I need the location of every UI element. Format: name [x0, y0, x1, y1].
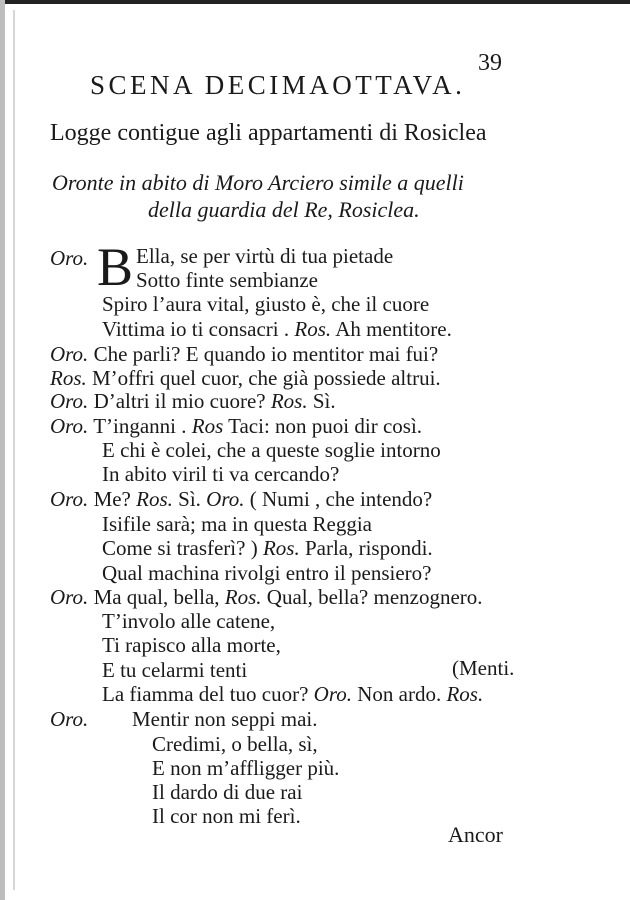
verse-line — [50, 707, 88, 732]
verse-text: Qual machina rivolgi entro il pensiero? — [102, 561, 432, 585]
verse-line — [152, 732, 318, 757]
verse-line — [152, 804, 301, 829]
verse-line — [102, 536, 433, 561]
verse-text: Il dardo di due rai — [152, 780, 303, 804]
verse-text: Qual, bella? menzognero. — [266, 585, 483, 609]
verse-line — [50, 366, 441, 391]
verse-line — [152, 780, 302, 805]
verse-text: Mentir non seppi mai. — [132, 707, 318, 731]
speaker-label: Oro. — [50, 585, 89, 609]
verse-line — [102, 658, 247, 683]
verse-line — [50, 414, 422, 439]
verse-text: T’involo alle catene, — [102, 609, 276, 633]
catchword: Ancor — [448, 822, 503, 847]
verse-text: Sì. — [178, 487, 201, 511]
verse-text: ( Numi , che intendo? — [249, 487, 433, 511]
verse-line — [452, 656, 514, 681]
verse-text: M’offri quel cuor, che già possiede altrui. — [92, 366, 441, 390]
verse-text: D’altri il mio cuore? — [93, 389, 266, 413]
verse-line — [136, 244, 393, 269]
verse-line — [102, 462, 339, 487]
verse-text: Ah mentitore. — [335, 317, 452, 341]
speaker-label: Ros. — [294, 317, 332, 341]
page-binding-edge — [0, 0, 5, 900]
verse-text: Come si trasferì? ) — [102, 536, 258, 560]
drop-cap: B — [97, 237, 134, 297]
stage-direction-line-2: della guardia del Re, Rosiclea. — [148, 197, 420, 222]
verse-text: T’inganni . — [93, 414, 187, 438]
verse-text: Ma qual, bella, — [93, 585, 220, 609]
verse-text: Ti rapisco alla morte, — [102, 633, 281, 657]
verse-text: E non m’affligger più. — [152, 756, 340, 780]
page-number: 39 — [478, 50, 502, 76]
speaker-label: Oro. — [50, 342, 89, 366]
speaker-label: Ros. — [50, 366, 87, 390]
verse-line — [136, 268, 318, 293]
page-top-border — [0, 0, 630, 4]
speaker-label: Oro. — [206, 487, 245, 511]
verse-line — [102, 512, 372, 537]
verse-line — [102, 561, 431, 586]
verse-text: Spiro l’aura vital, giusto è, che il cuore — [102, 292, 430, 316]
verse-line — [132, 707, 317, 732]
verse-text: E tu celarmi tenti — [102, 658, 248, 682]
verse-text: Parla, rispondi. — [304, 536, 433, 560]
scene-title: SCENA DECIMAOTTAVA. — [90, 70, 466, 100]
verse-text: Isifile sarà; ma in questa Reggia — [102, 512, 372, 536]
page-binding-shadow — [13, 10, 15, 890]
verse-text: Non ardo. — [357, 682, 442, 706]
speaker-label: Ros. — [446, 682, 484, 706]
verse-text: (Menti. — [452, 656, 515, 680]
speaker-label: Ros. — [270, 389, 308, 413]
verse-text: Vittima io ti consacri . — [102, 317, 290, 341]
verse-text: La fiamma del tuo cuor? — [102, 682, 309, 706]
speaker-label: Oro. — [50, 246, 89, 270]
verse-line — [102, 682, 483, 707]
verse-line — [102, 292, 429, 317]
verse-line — [102, 438, 441, 463]
verse-text: Me? — [93, 487, 131, 511]
speaker-label: Oro. — [50, 487, 89, 511]
speaker-label: Ros. — [224, 585, 262, 609]
speaker-label: Oro. — [50, 389, 89, 413]
speaker-label: Ros. — [136, 487, 173, 511]
verse-text: Taci: non puoi dir così. — [228, 414, 423, 438]
verse-text: Ella, se per virtù di tua pietade — [136, 244, 394, 268]
verse-line — [152, 756, 339, 781]
verse-line — [102, 633, 281, 658]
speaker-label: Ros — [191, 414, 224, 438]
verse-text: Sì. — [312, 389, 336, 413]
speaker-label: Oro. — [313, 682, 352, 706]
verse-text: Credimi, o bella, sì, — [152, 732, 318, 756]
scene-setting: Logge contigue agli appartamenti di Rosiclea — [50, 120, 487, 146]
verse-line — [50, 246, 88, 271]
verse-text: Che parli? E quando io mentitor mai fui? — [93, 342, 439, 366]
speaker-label: Oro. — [50, 414, 89, 438]
verse-text: Sotto finte sembianze — [136, 268, 318, 292]
verse-line — [50, 342, 438, 367]
verse-text: Il cor non mi ferì. — [152, 804, 301, 828]
verse-line — [50, 389, 336, 414]
verse-text: E chi è colei, che a queste soglie intorno — [102, 438, 441, 462]
speaker-label: Ros. — [262, 536, 300, 560]
stage-direction-line-1: Oronte in abito di Moro Arciero simile a quelli — [52, 170, 464, 195]
verse-text: In abito viril ti va cercando? — [102, 462, 340, 486]
verse-line — [102, 609, 275, 634]
verse-line — [50, 585, 483, 610]
speaker-label: Oro. — [50, 707, 89, 731]
verse-line — [102, 317, 452, 342]
verse-line — [50, 487, 432, 512]
